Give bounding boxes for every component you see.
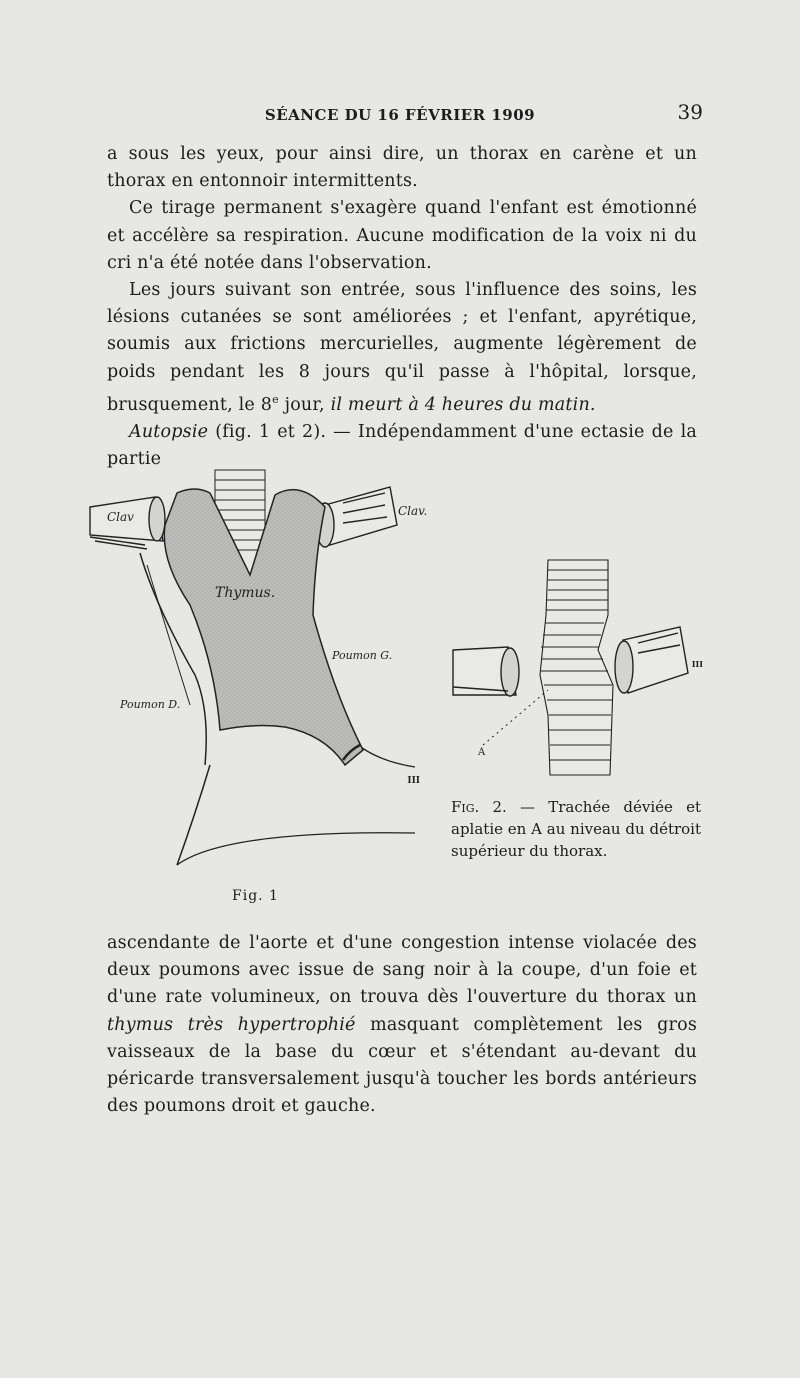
label-a: A [478, 747, 486, 758]
text-run: Les jours suivant son entrée, sous l'influence des soins, les lésions cutanées se sont améliorées ; et l'enfant, apyrétique, soumis aux frictions mercurielles, augmente légèrement de poids pendant les 8 jours qu'il passe à l'hôpital, lorsque, brusquement, le 8 [107, 280, 697, 415]
paragraph [107, 277, 697, 419]
text-run: jour, [278, 394, 331, 415]
page-header [105, 100, 703, 130]
figure-2 [448, 555, 710, 785]
label-poumon-d: Poumon D. [120, 698, 181, 711]
clavicle-right [316, 487, 397, 547]
diaphragm-line [177, 833, 415, 865]
figure-2-caption [451, 796, 701, 862]
figure-1-caption: Fig. 1 [232, 888, 279, 904]
label-clav-left: Clav [107, 510, 134, 524]
paragraph: a sous les yeux, pour ainsi dire, un thorax en carène et un thorax en entonnoir intermittents. [107, 144, 697, 192]
italic-run: thymus très hypertrophié [107, 1014, 356, 1035]
clavicle-left-fig2 [453, 647, 519, 696]
page-number: 39 [677, 100, 703, 124]
text-run: volumineux, on trouva dès l'ouverture du thorax un [210, 987, 698, 1008]
figure-2-caption-label: Fig. 2. [451, 798, 507, 816]
paragraph [107, 930, 697, 1120]
trachea-deviated [540, 560, 613, 775]
italic-run: il meurt à 4 heures du matin. [330, 394, 596, 415]
text-run: masquant complètement les gros vaisseaux de la base du cœur et s'étendant au-devant du péricarde transversalement jusqu'à toucher les bords antérieurs des poumons droit et gauche. [107, 1014, 698, 1117]
text-run: poumons avec issue de sang noir à la coupe, d'un foie et d'une rate [107, 960, 698, 1008]
text-run: ascendante de l'aorte et d'une congestion intense violacée des deux [107, 933, 697, 981]
lung-right-lower [177, 765, 210, 865]
label-thymus: Thymus. [215, 585, 276, 601]
label-clav-right: Clav. [398, 504, 428, 518]
label-roman-fig2: III [691, 659, 703, 669]
body-text-top [107, 141, 697, 473]
pointer-line-a [483, 690, 548, 745]
figure-1-drawing [85, 465, 430, 870]
figure-2-caption-text: — Trachée déviée et aplatie en A au niveau du détroit supérieur du thorax. [451, 798, 701, 860]
figure-2-drawing [448, 555, 710, 785]
label-poumon-g: Poumon G. [332, 649, 393, 662]
body-text-bottom [107, 930, 697, 1120]
text-run: (fig. 1 et 2). — Indépendamment d'une ectasie de la partie [107, 421, 697, 470]
italic-run: Autopsie [129, 421, 209, 442]
figure-1 [85, 465, 430, 870]
clavicle-right-fig2 [615, 627, 688, 693]
running-head: SÉANCE DU 16 FÉVRIER 1909 [264, 106, 536, 124]
paragraph: Ce tirage permanent s'exagère quand l'enfant est émotionné et accélère sa respiration. Aucune modification de la voix ni du cri n'a été notée dans l'observation. [107, 198, 697, 273]
superscript: e [272, 392, 279, 406]
label-roman-fig1: III [407, 776, 420, 786]
